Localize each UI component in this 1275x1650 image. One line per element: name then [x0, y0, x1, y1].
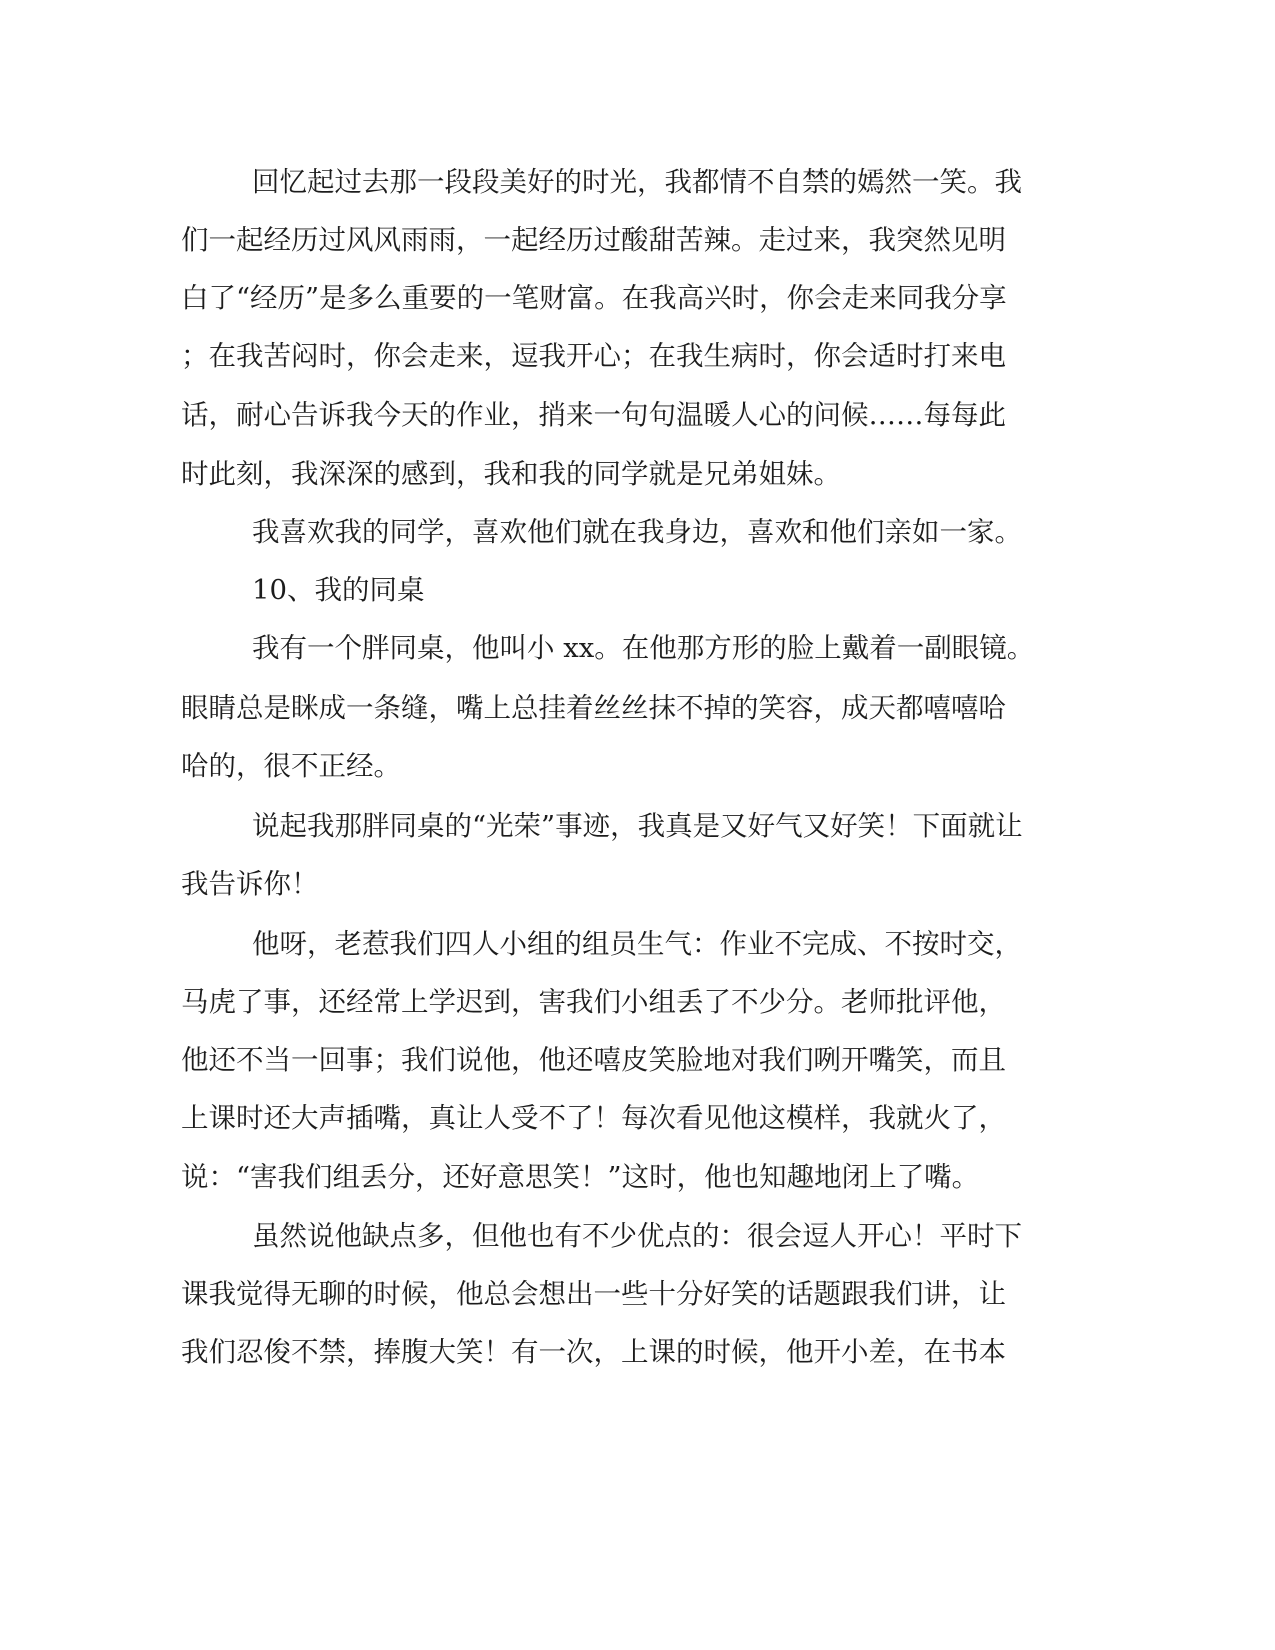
text-line: 虽然说他缺点多，但他也有不少优点的：很会逗人开心！平时下	[252, 1220, 1022, 1252]
text-line: 他还不当一回事；我们说他，他还嘻皮笑脸地对我们咧开嘴笑，而且	[181, 1044, 1006, 1076]
text-line: 我喜欢我的同学，喜欢他们就在我身边，喜欢和他们亲如一家。	[252, 516, 1022, 548]
text-line: 我们忍俊不禁，捧腹大笑！有一次，上课的时候，他开小差，在书本	[181, 1336, 1006, 1368]
text-line: 我有一个胖同桌，他叫小 xx。在他那方形的脸上戴着一副眼镜。	[252, 632, 1035, 664]
text-line: 上课时还大声插嘴，真让人受不了！每次看见他这模样，我就火了，	[181, 1102, 1006, 1134]
text-line: 哈的，很不正经。	[181, 750, 401, 782]
text-line: 们一起经历过风风雨雨，一起经历过酸甜苦辣。走过来，我突然见明	[181, 224, 1006, 256]
text-line: ；在我苦闷时，你会走来，逗我开心；在我生病时，你会适时打来电	[181, 340, 1006, 372]
text-line: 回忆起过去那一段段美好的时光，我都情不自禁的嫣然一笑。我	[252, 166, 1022, 198]
text-line: 我告诉你！	[181, 868, 319, 900]
text-line: 说起我那胖同桌的“光荣”事迹，我真是又好气又好笑！下面就让	[252, 810, 1023, 842]
text-line: 眼睛总是眯成一条缝，嘴上总挂着丝丝抹不掉的笑容，成天都嘻嘻哈	[181, 692, 1006, 724]
text-line: 话，耐心告诉我今天的作业，捎来一句句温暖人心的问候……每每此	[181, 399, 1006, 431]
text-line: 说：“害我们组丢分，还好意思笑！”这时，他也知趣地闭上了嘴。	[181, 1161, 980, 1193]
text-line: 他呀，老惹我们四人小组的组员生气：作业不完成、不按时交，	[252, 928, 1022, 960]
text-line: 时此刻，我深深的感到，我和我的同学就是兄弟姐妹。	[181, 458, 841, 490]
text-line: 课我觉得无聊的时候，他总会想出一些十分好笑的话题跟我们讲，让	[181, 1278, 1006, 1310]
text-line: 白了“经历”是多么重要的一笔财富。在我高兴时，你会走来同我分享	[181, 282, 1007, 314]
text-line: 马虎了事，还经常上学迟到，害我们小组丢了不少分。老师批评他，	[181, 986, 1006, 1018]
section-heading: 10、我的同桌	[252, 574, 425, 606]
